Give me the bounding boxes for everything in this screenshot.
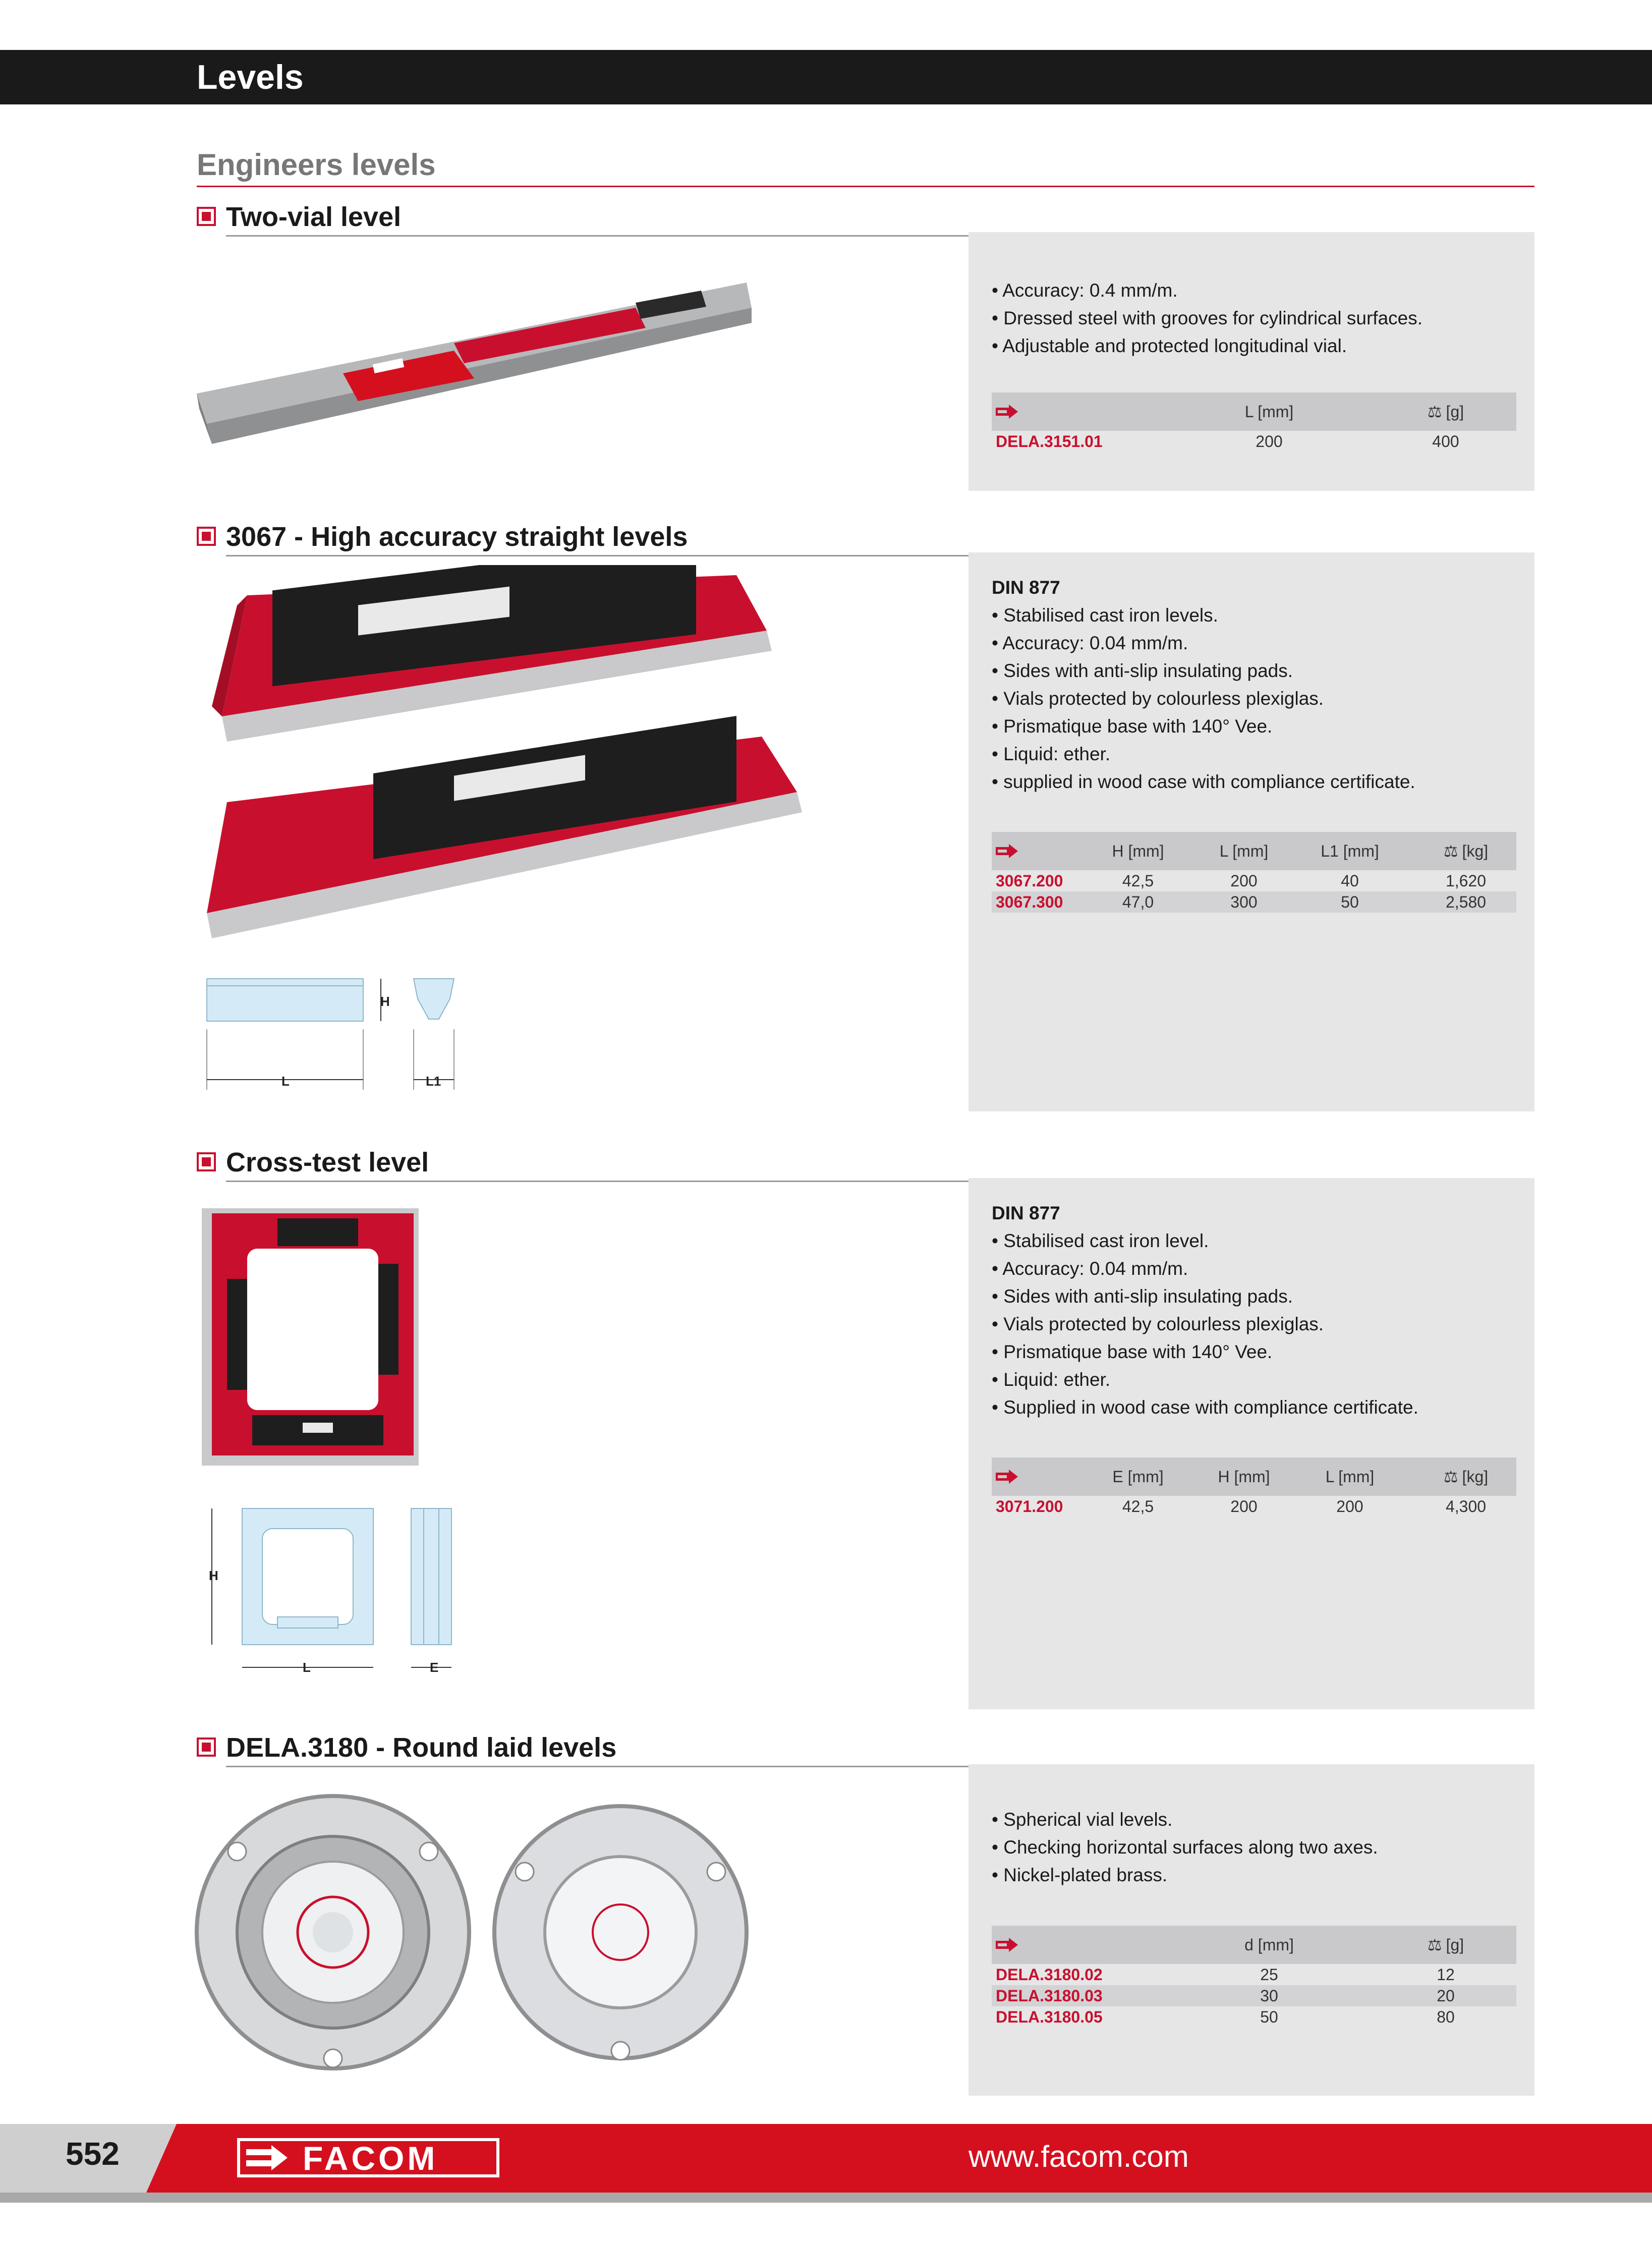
cross-test-level-image (192, 1203, 434, 1476)
table-cell: 47,0 (1122, 892, 1154, 911)
feature-item: • Liquid: ether. (992, 1369, 1111, 1390)
feature-item: • Sides with anti-slip insulating pads. (992, 1286, 1293, 1307)
table-cell: 200 (1230, 871, 1258, 890)
reference-cell: 3067.300 (996, 892, 1063, 911)
website-link[interactable]: www.facom.com (969, 2140, 1189, 2173)
dimension-label-e: E (430, 1660, 439, 1675)
product-heading-dela-3180 (197, 1731, 1534, 1764)
table-row (992, 1496, 1516, 1517)
table-cell: 200 (1256, 432, 1283, 451)
column-header: L [mm] (1244, 402, 1294, 421)
weight-column-header (1415, 832, 1516, 870)
table-row (992, 1964, 1516, 1985)
feature-item: • Prismatique base with 140° Vee. (992, 716, 1273, 737)
section-title: Engineers levels (197, 148, 436, 182)
table-cell: 42,5 (1122, 871, 1154, 890)
table-cell: 30 (1260, 1986, 1278, 2005)
table-row (992, 1985, 1516, 2006)
feature-item: • Accuracy: 0.4 mm/m. (992, 280, 1178, 301)
feature-list (992, 1806, 1378, 1889)
red-square-bullet-icon (197, 527, 216, 546)
spec-table (992, 832, 1516, 913)
standard-label: DIN 877 (992, 1203, 1060, 1223)
spec-panel-dela-3180 (969, 1764, 1534, 2096)
dimension-label-h: H (380, 994, 390, 1009)
feature-list (992, 276, 1422, 360)
reference-cell: 3067.200 (996, 871, 1063, 890)
feature-item: • Accuracy: 0.04 mm/m. (992, 1258, 1188, 1279)
spec-panel-3067 (969, 552, 1534, 1111)
dimension-label-h: H (209, 1568, 218, 1583)
table-cell: 25 (1260, 1965, 1278, 1984)
table-cell: 50 (1260, 2007, 1278, 2026)
feature-item: • Vials protected by colourless plexiglas. (992, 688, 1324, 709)
product-heading-cross-test (197, 1146, 1534, 1179)
red-square-bullet-icon (197, 1152, 216, 1171)
table-cell: 80 (1437, 2007, 1455, 2026)
brand-name: FACOM (303, 2140, 438, 2177)
spec-panel-two-vial (969, 232, 1534, 491)
footer-strip (0, 2193, 1652, 2203)
table-cell: 2,580 (1445, 892, 1487, 911)
facom-logo (237, 2138, 509, 2179)
weight-column-header (1395, 392, 1496, 431)
product-title: Two-vial level (226, 202, 402, 232)
table-header (992, 832, 1516, 870)
feature-item: • Supplied in wood case with compliance certificate. (992, 1397, 1418, 1418)
reference-cell: 3071.200 (996, 1497, 1063, 1516)
table-header (992, 1457, 1516, 1496)
column-header: L [mm] (1219, 842, 1269, 860)
weight-icon: ⚖ (1443, 1468, 1458, 1486)
feature-item: • Sides with anti-slip insulating pads. (992, 660, 1293, 681)
section-divider (197, 186, 1534, 187)
reference-arrow-icon (996, 405, 1018, 419)
table-row (992, 891, 1516, 913)
table-cell: 40 (1341, 871, 1359, 890)
table-cell: 300 (1230, 892, 1258, 911)
column-header-label: [g] (1446, 1935, 1464, 1954)
dimension-label-l1: L1 (426, 1074, 441, 1089)
spec-table (992, 1457, 1516, 1517)
reference-cell: DELA.3180.02 (996, 1965, 1103, 1984)
product-heading-3067 (197, 521, 1534, 553)
weight-column-header (1395, 1926, 1496, 1964)
column-header: L [mm] (1325, 1467, 1375, 1486)
feature-list (992, 1199, 1418, 1421)
feature-item: • Stabilised cast iron level. (992, 1230, 1209, 1251)
two-vial-level-image (192, 242, 757, 474)
page-title: Levels (197, 58, 304, 96)
spec-table (992, 1926, 1516, 2028)
straight-level-dimension-drawing (202, 969, 515, 1105)
table-header (992, 1926, 1516, 1964)
feature-item: • Spherical vial levels. (992, 1809, 1173, 1830)
feature-item: • Prismatique base with 140° Vee. (992, 1341, 1273, 1362)
table-cell: 1,620 (1445, 871, 1487, 890)
feature-item: • Checking horizontal surfaces along two axes. (992, 1837, 1378, 1858)
dimension-label-l: L (281, 1074, 290, 1089)
round-levels-image (192, 1786, 757, 2089)
spec-panel-cross-test (969, 1178, 1534, 1709)
reference-arrow-icon (996, 1470, 1018, 1484)
reference-arrow-icon (996, 1938, 1018, 1952)
table-cell: 50 (1341, 892, 1359, 911)
column-header: H [mm] (1218, 1467, 1270, 1486)
table-row (992, 2006, 1516, 2028)
column-header-label: [kg] (1462, 842, 1489, 860)
column-header: L1 [mm] (1321, 842, 1379, 860)
product-title: Cross-test level (226, 1147, 429, 1177)
column-header-label: [g] (1446, 402, 1464, 421)
table-row (992, 431, 1516, 452)
straight-levels-image (192, 565, 858, 959)
red-square-bullet-icon (197, 1737, 216, 1757)
feature-item: • Adjustable and protected longitudinal vial. (992, 335, 1347, 356)
product-title: 3067 - High accuracy straight levels (226, 522, 688, 552)
product-title: DELA.3180 - Round laid levels (226, 1732, 617, 1763)
table-cell: 200 (1336, 1497, 1363, 1516)
page-number: 552 (66, 2136, 120, 2172)
page-header-bar (0, 50, 1652, 104)
feature-item: • Dressed steel with grooves for cylindrical surfaces. (992, 308, 1422, 328)
reference-cell: DELA.3180.03 (996, 1986, 1103, 2005)
weight-icon: ⚖ (1443, 842, 1458, 860)
column-header: E [mm] (1112, 1467, 1164, 1486)
feature-list (992, 574, 1415, 796)
weight-icon: ⚖ (1427, 403, 1442, 421)
table-cell: 400 (1432, 432, 1459, 451)
table-cell: 200 (1230, 1497, 1258, 1516)
red-square-bullet-icon (197, 207, 216, 226)
feature-item: • supplied in wood case with compliance certificate. (992, 771, 1415, 792)
table-cell: 20 (1437, 1986, 1455, 2005)
feature-item: • Vials protected by colourless plexiglas. (992, 1314, 1324, 1334)
table-cell: 4,300 (1445, 1497, 1487, 1516)
weight-icon: ⚖ (1427, 1936, 1442, 1954)
feature-item: • Nickel-plated brass. (992, 1865, 1168, 1885)
table-row (992, 870, 1516, 891)
spec-table (992, 392, 1516, 452)
column-header-label: [kg] (1462, 1467, 1489, 1486)
column-header: H [mm] (1112, 842, 1164, 860)
feature-item: • Liquid: ether. (992, 744, 1111, 764)
product-heading-two-vial (197, 201, 1534, 233)
reference-arrow-icon (996, 844, 1018, 858)
feature-item: • Accuracy: 0.04 mm/m. (992, 633, 1188, 653)
dimension-label-l: L (303, 1660, 311, 1675)
table-header (992, 392, 1516, 431)
table-cell: 42,5 (1122, 1497, 1154, 1516)
cross-test-dimension-drawing (202, 1498, 484, 1680)
feature-item: • Stabilised cast iron levels. (992, 605, 1218, 626)
standard-label: DIN 877 (992, 577, 1060, 598)
reference-cell: DELA.3180.05 (996, 2007, 1103, 2026)
weight-column-header (1415, 1457, 1516, 1496)
reference-cell: DELA.3151.01 (996, 432, 1103, 451)
column-header: d [mm] (1244, 1935, 1294, 1954)
table-cell: 12 (1437, 1965, 1455, 1984)
